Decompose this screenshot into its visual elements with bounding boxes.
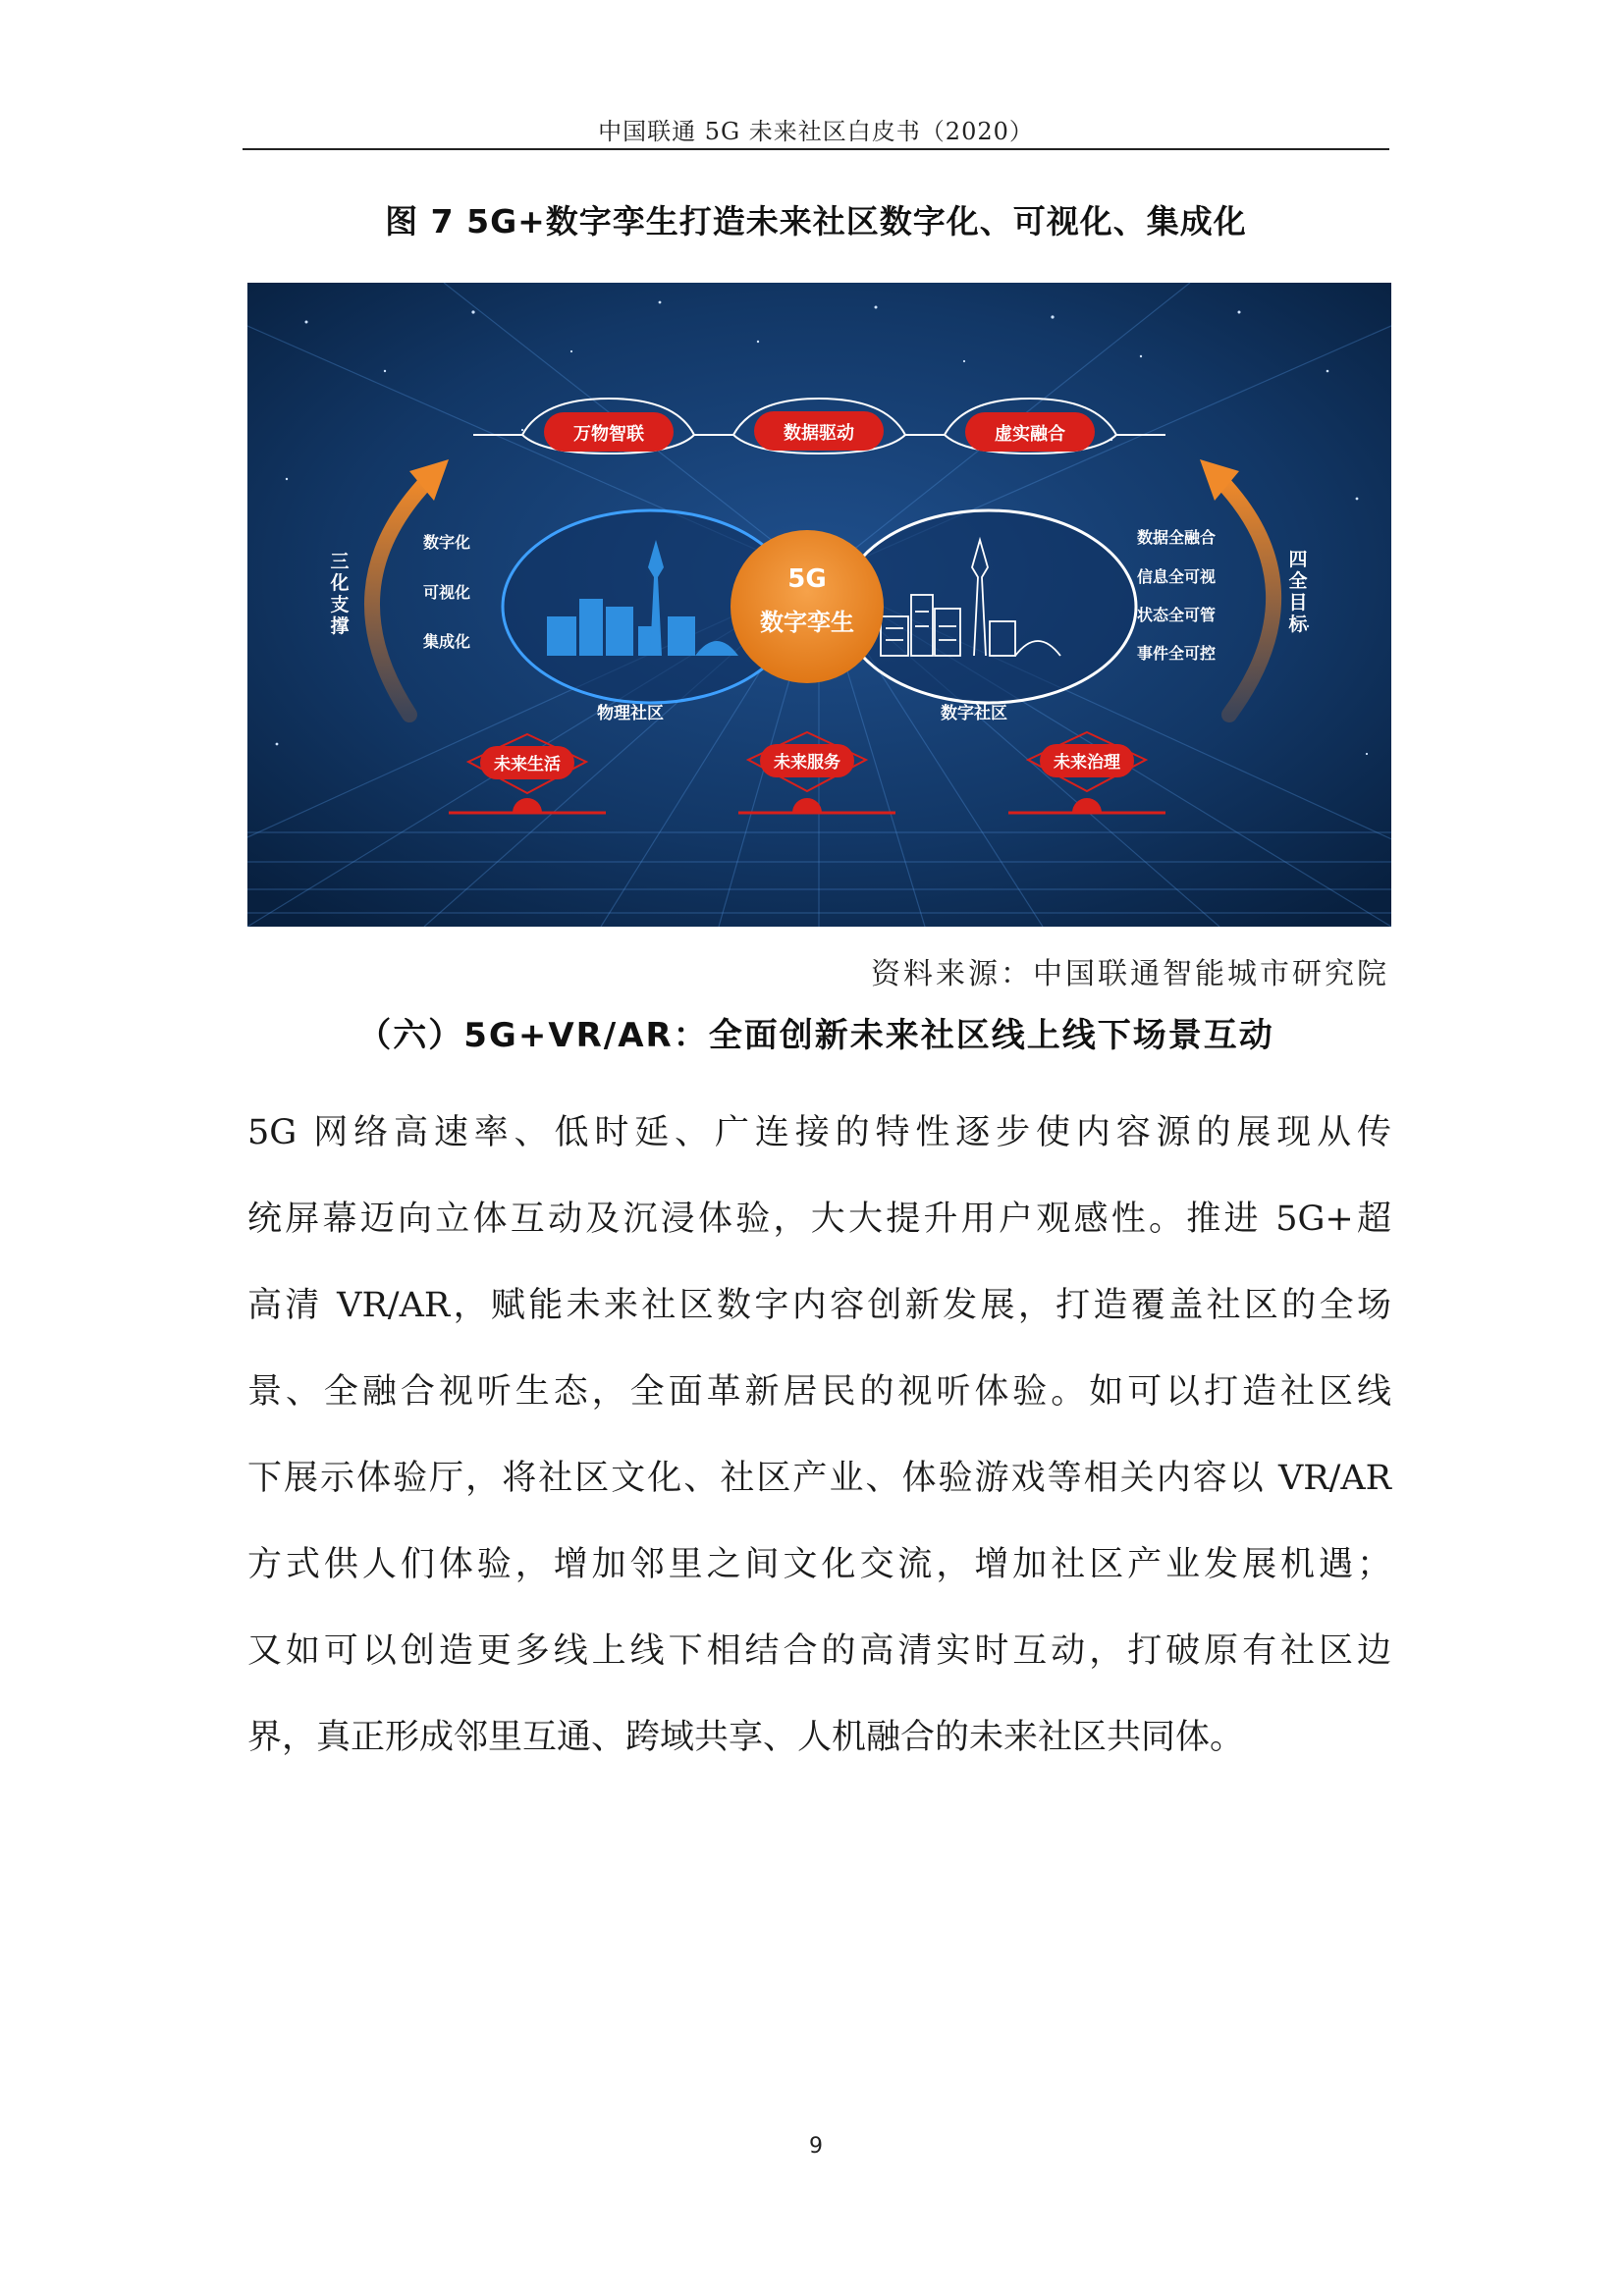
center-digital-twin-circle xyxy=(731,530,884,683)
paragraph-line: 又如可以创造更多线上线下相结合的高清实时互动，打破原有社区边 xyxy=(247,1631,1391,1671)
top-pill-label: 数据驱动 xyxy=(784,423,854,444)
right-item: 状态全可管 xyxy=(1136,606,1217,624)
right-vertical-char: 全 xyxy=(1288,570,1308,592)
left-vertical-char: 化 xyxy=(330,572,350,594)
bottom-badge-label: 未来生活 xyxy=(494,755,561,774)
body-paragraph xyxy=(247,1090,1391,1781)
paragraph-line: 方式供人们体验，增加邻里之间文化交流，增加社区产业发展机遇； xyxy=(247,1545,1391,1584)
page-header: 中国联通 5G 未来社区白皮书（2020） xyxy=(598,118,1034,145)
left-vertical-label xyxy=(329,551,350,637)
figure-source-note: 资料来源：中国联通智能城市研究院 xyxy=(871,957,1389,991)
paragraph-line: 景、全融合视听生态，全面革新居民的视听体验。如可以打造社区线 xyxy=(247,1372,1391,1412)
right-item: 事件全可控 xyxy=(1136,644,1217,663)
left-vertical-char: 支 xyxy=(330,594,350,615)
left-item: 集成化 xyxy=(422,632,471,651)
page-number: 9 xyxy=(809,2134,823,2159)
paragraph-line: 统屏幕迈向立体互动及沉浸体验，大大提升用户观感性。推进 5G+超 xyxy=(247,1200,1391,1239)
paragraph-line: 下展示体验厅，将社区文化、社区产业、体验游戏等相关内容以 VR/AR xyxy=(247,1459,1391,1498)
paragraph-line: 界，真正形成邻里互通、跨域共享、人机融合的未来社区共同体。 xyxy=(247,1718,1245,1757)
physical-community-label: 物理社区 xyxy=(597,704,664,723)
right-vertical-char: 标 xyxy=(1288,614,1308,635)
figure-caption: 图 7 5G+数字孪生打造未来社区数字化、可视化、集成化 xyxy=(385,202,1247,240)
right-vertical-label xyxy=(1287,549,1308,635)
top-pill-label: 虚实融合 xyxy=(995,424,1065,445)
left-item: 数字化 xyxy=(422,533,471,552)
center-title: 5G xyxy=(787,564,827,594)
bottom-badge-label: 未来治理 xyxy=(1054,753,1120,773)
bottom-badge-label: 未来服务 xyxy=(774,753,840,773)
header-divider xyxy=(243,148,1389,150)
paragraph-line: 高清 VR/AR，赋能未来社区数字内容创新发展，打造覆盖社区的全场 xyxy=(247,1286,1391,1325)
digital-community-label: 数字社区 xyxy=(941,704,1007,723)
left-item-list xyxy=(423,533,470,651)
left-vertical-char: 三 xyxy=(330,551,350,572)
right-item: 信息全可视 xyxy=(1136,567,1217,586)
right-item: 数据全融合 xyxy=(1136,528,1217,547)
right-vertical-char: 目 xyxy=(1288,592,1308,614)
diagram-canvas xyxy=(247,283,1391,927)
section-heading: （六）5G+VR/AR：全面创新未来社区线上线下场景互动 xyxy=(357,1016,1274,1055)
paragraph-line: 5G 网络高速率、低时延、广连接的特性逐步使内容源的展现从传 xyxy=(247,1113,1391,1152)
left-vertical-char: 撑 xyxy=(330,615,350,637)
top-pill-label: 万物智联 xyxy=(573,424,644,445)
right-vertical-char: 四 xyxy=(1288,549,1308,570)
center-subtitle: 数字孪生 xyxy=(760,609,854,636)
figure-diagram xyxy=(247,283,1391,927)
left-item: 可视化 xyxy=(422,583,471,602)
